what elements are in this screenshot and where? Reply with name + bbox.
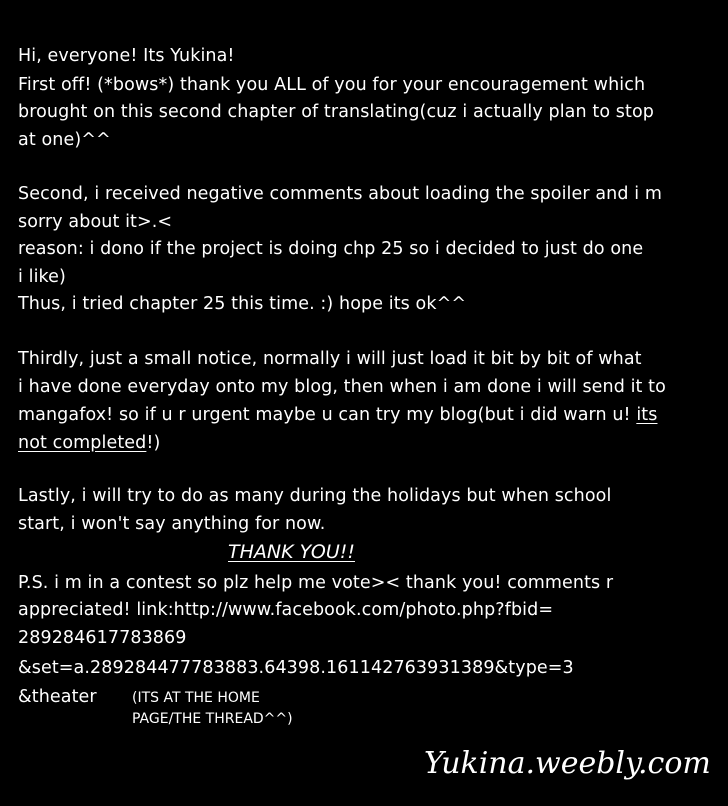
underlined-text: its xyxy=(636,405,658,425)
text-line: Thus, i tried chapter 25 this time. :) hope its ok^^ xyxy=(18,294,467,314)
text-line: sorry about it>.< xyxy=(18,212,173,232)
text-line xyxy=(18,432,160,454)
text-line: Lastly, i will try to do as many during the holidays but when school xyxy=(18,486,612,506)
text-segment: !) xyxy=(146,433,161,453)
ps-line: P.S. i m in a contest so plz help me vote>< thank you! comments r xyxy=(18,573,614,593)
ps-line: 289284617783869 xyxy=(18,628,187,648)
text-line xyxy=(18,404,657,426)
text-line: at one)^^ xyxy=(18,130,111,150)
thank-you-heading: THANK YOU!! xyxy=(228,541,355,563)
text-line: start, i won't say anything for now. xyxy=(18,514,326,534)
greeting-line: Hi, everyone! Its Yukina! xyxy=(18,46,235,66)
text-line: brought on this second chapter of translating(cuz i actually plan to stop xyxy=(18,102,654,122)
text-line: Thirdly, just a small notice, normally i will just load it bit by bit of what xyxy=(18,349,642,369)
text-line: i like) xyxy=(18,267,66,287)
text-segment: mangafox! so if u r urgent maybe u can try my blog(but i did warn u! xyxy=(18,405,637,425)
underlined-text: not completed xyxy=(18,433,147,453)
ps-line: &theater xyxy=(18,687,97,707)
text-line: Second, i received negative comments about loading the spoiler and i m xyxy=(18,184,662,204)
ps-line: appreciated! link:http://www.facebook.com/photo.php?fbid= xyxy=(18,600,554,620)
ps-note: PAGE/THE THREAD^^) xyxy=(132,711,293,727)
thanks-line: First off! (*bows*) thank you ALL of you for your encouragement which xyxy=(18,75,646,95)
text-line: i have done everyday onto my blog, then when i am done i will send it to xyxy=(18,377,666,397)
signature: Yukina.weebly.com xyxy=(424,746,711,781)
ps-note: (ITS AT THE HOME xyxy=(132,690,260,706)
text-line: reason: i dono if the project is doing chp 25 so i decided to just do one xyxy=(18,239,644,259)
ps-line: &set=a.289284477783883.64398.161142763931389&type=3 xyxy=(18,658,574,678)
